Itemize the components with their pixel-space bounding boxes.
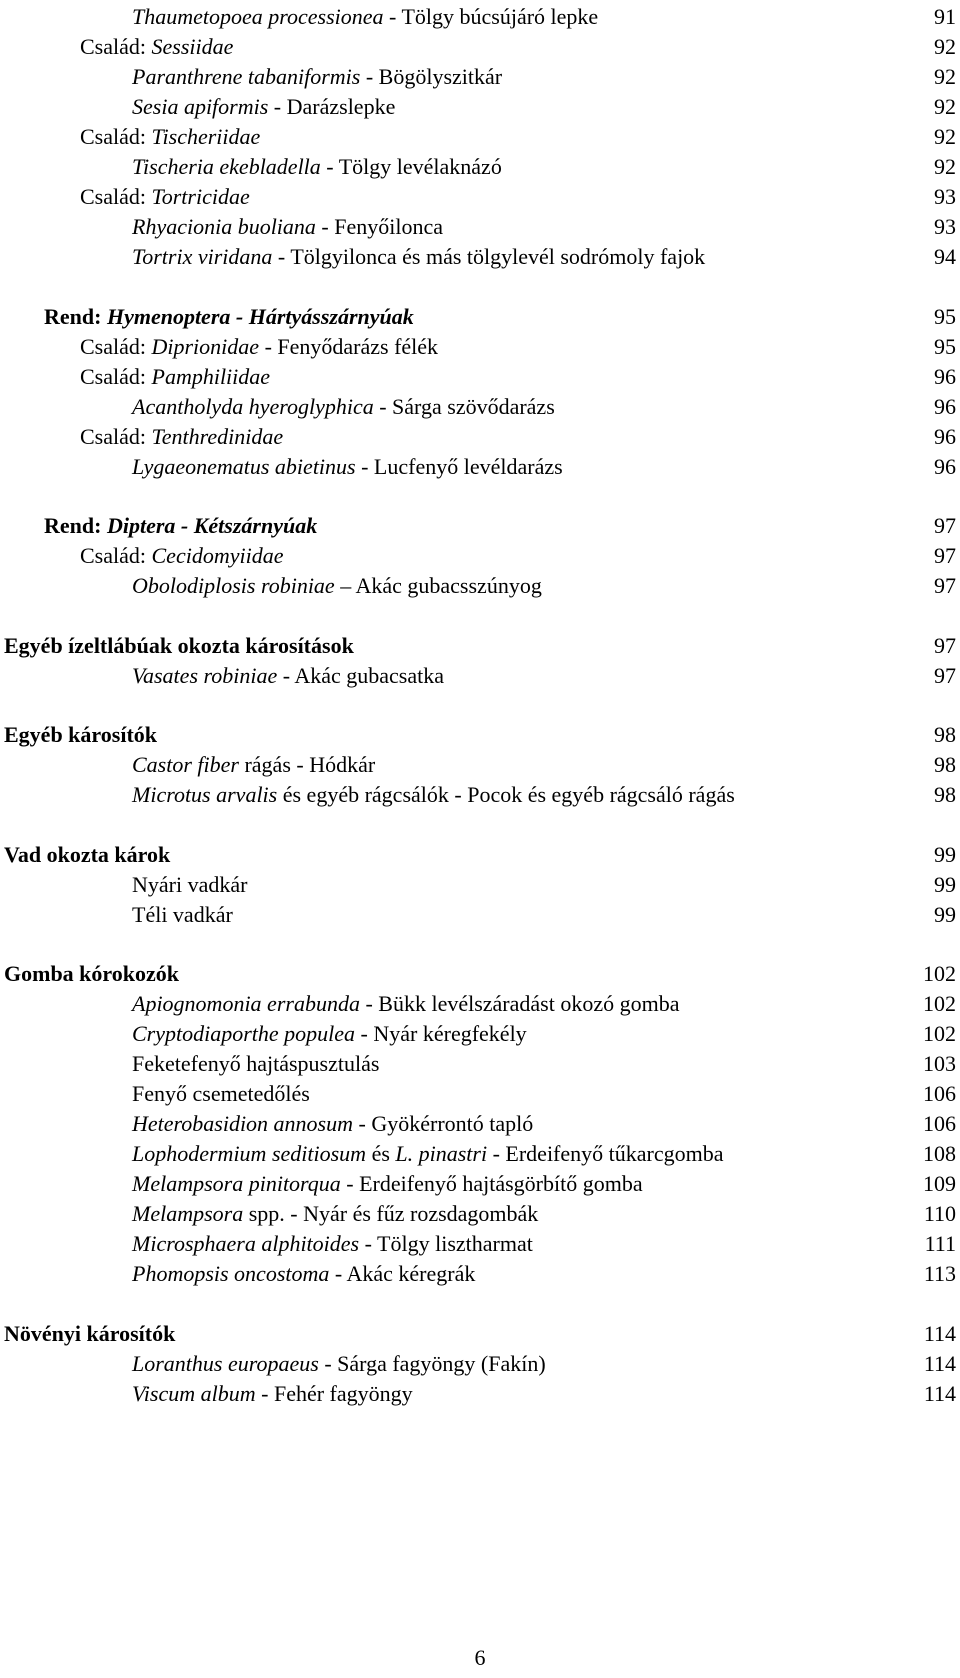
- entry-text: Család:: [80, 34, 152, 59]
- toc-entry-title: [132, 660, 444, 691]
- entry-text: Fenyő csemetedőlés: [132, 1081, 310, 1106]
- entry-text: – Akác gubacsszúnyog: [334, 573, 542, 598]
- toc-entry: [0, 1108, 960, 1139]
- toc-page-number: 94: [934, 244, 956, 269]
- toc-page-number: 98: [934, 752, 956, 777]
- entry-text: - Nyár kéregfekély: [355, 1021, 527, 1046]
- toc-entry: [0, 151, 960, 182]
- entry-text: - Bögölyszitkár: [360, 64, 503, 89]
- toc-entry: [0, 540, 960, 571]
- entry-text: Család:: [80, 364, 152, 389]
- taxon-name: Rhyacionia buoliana: [132, 214, 316, 239]
- entry-text: Feketefenyő hajtáspusztulás: [132, 1051, 380, 1076]
- toc-page-number: 92: [934, 94, 956, 119]
- toc-page-number: 102: [923, 991, 956, 1016]
- toc-entry-title: [44, 510, 317, 541]
- toc-entry: [0, 1198, 960, 1229]
- toc-entry: [0, 121, 960, 152]
- entry-text: Egyéb ízeltlábúak okozta károsítások: [4, 633, 354, 658]
- taxon-name: Tortricidae: [151, 184, 250, 209]
- taxon-name: Diptera - Kétszárnyúak: [106, 513, 318, 538]
- toc-entry-title: [80, 31, 233, 62]
- toc-page-number: 93: [934, 184, 956, 209]
- toc-entry-title: [132, 1138, 724, 1169]
- taxon-name: Apiognomonia errabunda: [132, 991, 360, 1016]
- toc-entry: [0, 1258, 960, 1289]
- toc-entry-title: [132, 391, 555, 422]
- entry-text: rágás - Hódkár: [238, 752, 376, 777]
- toc-entry: [0, 570, 960, 601]
- toc-page-number: 96: [934, 394, 956, 419]
- entry-text: - Akác kéregrák: [329, 1261, 476, 1286]
- toc-page-number: 102: [923, 961, 956, 986]
- toc-page-number: 114: [923, 1321, 956, 1346]
- toc-page-number: 109: [923, 1171, 956, 1196]
- toc-entry: [0, 31, 960, 62]
- toc-page-number: 111: [924, 1231, 956, 1256]
- toc-page-number: 97: [934, 663, 956, 688]
- toc-entry: [0, 1348, 960, 1379]
- taxon-name: Sessiidae: [151, 34, 234, 59]
- toc-entry: [0, 1228, 960, 1259]
- entry-text: - Lucfenyő levéldarázs: [355, 454, 563, 479]
- toc-page-number: 102: [923, 1021, 956, 1046]
- toc-page-number: 110: [923, 1201, 956, 1226]
- toc-page-number: 99: [934, 842, 956, 867]
- toc-page-number: 95: [934, 304, 956, 329]
- entry-text: Nyári vadkár: [132, 872, 248, 897]
- toc-section-heading: [0, 630, 960, 661]
- taxon-name: Melampsora: [132, 1201, 244, 1226]
- entry-text: Téli vadkár: [132, 902, 233, 927]
- toc-entry: [0, 1048, 960, 1079]
- toc-entry: [0, 451, 960, 482]
- toc-page-number: 97: [934, 513, 956, 538]
- toc-entry: [0, 660, 960, 691]
- entry-text: Család:: [80, 424, 152, 449]
- toc-entry-title: [132, 1168, 643, 1199]
- taxon-name: Viscum album: [132, 1381, 256, 1406]
- toc-entry-title: [132, 1258, 475, 1289]
- taxon-name: Paranthrene tabaniformis: [132, 64, 361, 89]
- toc-entry-title: [80, 540, 283, 571]
- entry-text: és: [366, 1141, 396, 1166]
- toc-page-number: 92: [934, 154, 956, 179]
- toc-entry: [0, 331, 960, 362]
- entry-text: - Akác gubacsatka: [277, 663, 444, 688]
- entry-text: és egyéb rágcsálók - Pocok és egyéb rágcsáló rágás: [277, 782, 735, 807]
- toc-entry-title: [4, 630, 354, 661]
- toc-entry: [0, 749, 960, 780]
- toc-page-number: 97: [934, 633, 956, 658]
- entry-text: - Fenyőilonca: [315, 214, 444, 239]
- toc-entry: [0, 1018, 960, 1049]
- entry-text: - Fehér fagyöngy: [255, 1381, 413, 1406]
- taxon-name: Tischeria ekebladella: [132, 154, 321, 179]
- toc-page-number: 95: [934, 334, 956, 359]
- toc-entry-title: [132, 1378, 413, 1409]
- entry-text: - Gyökérrontó tapló: [353, 1111, 534, 1136]
- toc-entry-title: [80, 121, 260, 152]
- toc-section-heading: [0, 839, 960, 870]
- toc-entry-title: [132, 1048, 379, 1079]
- taxon-name: Tischeriidae: [151, 124, 261, 149]
- toc-page-number: 106: [923, 1111, 956, 1136]
- entry-text: - Tölgy lisztharmat: [359, 1231, 533, 1256]
- toc-entry-title: [132, 988, 679, 1019]
- entry-text: Egyéb károsítók: [4, 722, 158, 747]
- entry-text: spp. - Nyár és fűz rozsdagombák: [243, 1201, 539, 1226]
- entry-text: Növényi károsítók: [4, 1321, 176, 1346]
- toc-entry-title: [4, 1318, 175, 1349]
- toc-entry-title: [132, 1078, 310, 1109]
- toc-entry-title: [132, 899, 233, 930]
- entry-text: Rend:: [44, 513, 107, 538]
- toc-entry: [0, 988, 960, 1019]
- toc-page-number: 92: [934, 34, 956, 59]
- toc-page-number: 96: [934, 424, 956, 449]
- toc-page-number: 99: [934, 872, 956, 897]
- taxon-name: Thaumetopoea processionea: [132, 4, 384, 29]
- toc-entry-title: [132, 241, 705, 272]
- toc-entry-title: [132, 570, 542, 601]
- entry-text: - Erdeifenyő tűkarcgomba: [487, 1141, 724, 1166]
- toc-section-heading: [0, 1318, 960, 1349]
- taxon-name: Castor fiber: [132, 752, 239, 777]
- toc-entry: [0, 391, 960, 422]
- entry-text: Család:: [80, 184, 152, 209]
- taxon-name: Cryptodiaporthe populea: [132, 1021, 356, 1046]
- toc-entry-title: [80, 421, 283, 452]
- toc-entry-title: [132, 749, 375, 780]
- toc-entry: [0, 1, 960, 32]
- toc-entry-title: [132, 1108, 533, 1139]
- toc-entry: [0, 91, 960, 122]
- taxon-name: L. pinastri: [395, 1141, 488, 1166]
- toc-entry-title: [132, 869, 247, 900]
- entry-text: - Tölgy búcsújáró lepke: [383, 4, 599, 29]
- toc-entry: [0, 241, 960, 272]
- taxon-name: Sesia apiformis: [132, 94, 269, 119]
- toc-page-number: 98: [934, 722, 956, 747]
- toc-entry-title: [132, 1198, 538, 1229]
- taxon-name: Phomopsis oncostoma: [132, 1261, 330, 1286]
- toc-entry: [0, 181, 960, 212]
- toc-page-number: 96: [934, 454, 956, 479]
- toc-entry-title: [132, 1, 598, 32]
- taxon-name: Melampsora pinitorqua: [132, 1171, 341, 1196]
- toc-entry: [0, 1138, 960, 1169]
- toc-entry-title: [4, 719, 157, 750]
- taxon-name: Vasates robiniae: [132, 663, 278, 688]
- entry-text: - Fenyődarázs félék: [259, 334, 439, 359]
- entry-text: Vad okozta károk: [4, 842, 171, 867]
- entry-text: Család:: [80, 543, 152, 568]
- taxon-name: Tortrix viridana: [132, 244, 273, 269]
- toc-page-number: 97: [934, 543, 956, 568]
- toc-section-heading: [0, 719, 960, 750]
- toc-entry: [0, 869, 960, 900]
- toc-section-heading: [0, 958, 960, 989]
- taxon-name: Obolodiplosis robiniae: [132, 573, 335, 598]
- toc-entry-title: [132, 779, 735, 810]
- taxon-name: Pamphiliidae: [151, 364, 271, 389]
- taxon-name: Cecidomyiidae: [151, 543, 284, 568]
- taxon-name: Microtus arvalis: [132, 782, 278, 807]
- toc-entry-title: [132, 211, 443, 242]
- toc-entry-title: [132, 1348, 546, 1379]
- toc-entry-title: [132, 1228, 533, 1259]
- taxon-name: Microsphaera alphitoides: [132, 1231, 360, 1256]
- toc-entry: [0, 1378, 960, 1409]
- toc-page-number: 113: [923, 1261, 956, 1286]
- toc-page-number: 93: [934, 214, 956, 239]
- taxon-name: Acantholyda hyeroglyphica: [132, 394, 374, 419]
- toc-entry-title: [132, 1018, 527, 1049]
- toc-entry: [0, 1078, 960, 1109]
- entry-text: - Sárga fagyöngy (Fakín): [318, 1351, 546, 1376]
- toc-entry-title: [44, 301, 414, 332]
- toc-entry-title: [4, 839, 170, 870]
- entry-text: - Erdeifenyő hajtásgörbítő gomba: [340, 1171, 643, 1196]
- toc-entry: [0, 211, 960, 242]
- taxon-name: Heterobasidion annosum: [132, 1111, 354, 1136]
- entry-text: Család:: [80, 124, 152, 149]
- taxon-name: Tenthredinidae: [151, 424, 284, 449]
- toc-page-number: 91: [934, 4, 956, 29]
- toc-entry-title: [132, 151, 502, 182]
- toc-entry: [0, 361, 960, 392]
- toc-entry-title: [4, 958, 179, 989]
- taxon-name: Loranthus europaeus: [132, 1351, 319, 1376]
- taxon-name: Hymenoptera - Hártyásszárnyúak: [106, 304, 414, 329]
- toc-entry-title: [80, 331, 438, 362]
- toc-page-number: 96: [934, 364, 956, 389]
- toc-page-number: 92: [934, 124, 956, 149]
- entry-text: - Bükk levélszáradást okozó gomba: [359, 991, 680, 1016]
- toc-page-number: 108: [923, 1141, 956, 1166]
- toc-page-number: 106: [923, 1081, 956, 1106]
- entry-text: - Sárga szövődarázs: [373, 394, 555, 419]
- toc-page-number: 103: [923, 1051, 956, 1076]
- toc-entry-title: [132, 451, 563, 482]
- toc-entry: [0, 899, 960, 930]
- page-number: 6: [474, 1645, 486, 1670]
- toc-order-heading: [0, 301, 960, 332]
- toc-entry: [0, 61, 960, 92]
- toc-page-number: 92: [934, 64, 956, 89]
- entry-text: - Tölgyilonca és más tölgylevél sodrómoly fajok: [272, 244, 706, 269]
- toc-entry-title: [132, 91, 395, 122]
- taxon-name: Lophodermium seditiosum: [132, 1141, 367, 1166]
- entry-text: - Darázslepke: [268, 94, 396, 119]
- toc-entry-title: [80, 361, 270, 392]
- toc-entry: [0, 1168, 960, 1199]
- entry-text: - Tölgy levélaknázó: [320, 154, 502, 179]
- toc-page-number: 114: [923, 1351, 956, 1376]
- toc-page-number: 114: [923, 1381, 956, 1406]
- toc-page-number: 97: [934, 573, 956, 598]
- toc-entry-title: [132, 61, 502, 92]
- toc-order-heading: [0, 510, 960, 541]
- entry-text: Gomba kórokozók: [4, 961, 180, 986]
- taxon-name: Lygaeonematus abietinus: [132, 454, 356, 479]
- toc-entry-title: [80, 181, 250, 212]
- taxon-name: Diprionidae: [151, 334, 260, 359]
- entry-text: Család:: [80, 334, 152, 359]
- toc-entry: [0, 421, 960, 452]
- toc-page-number: 99: [934, 902, 956, 927]
- toc-page-number: 98: [934, 782, 956, 807]
- entry-text: Rend:: [44, 304, 107, 329]
- toc-entry: [0, 779, 960, 810]
